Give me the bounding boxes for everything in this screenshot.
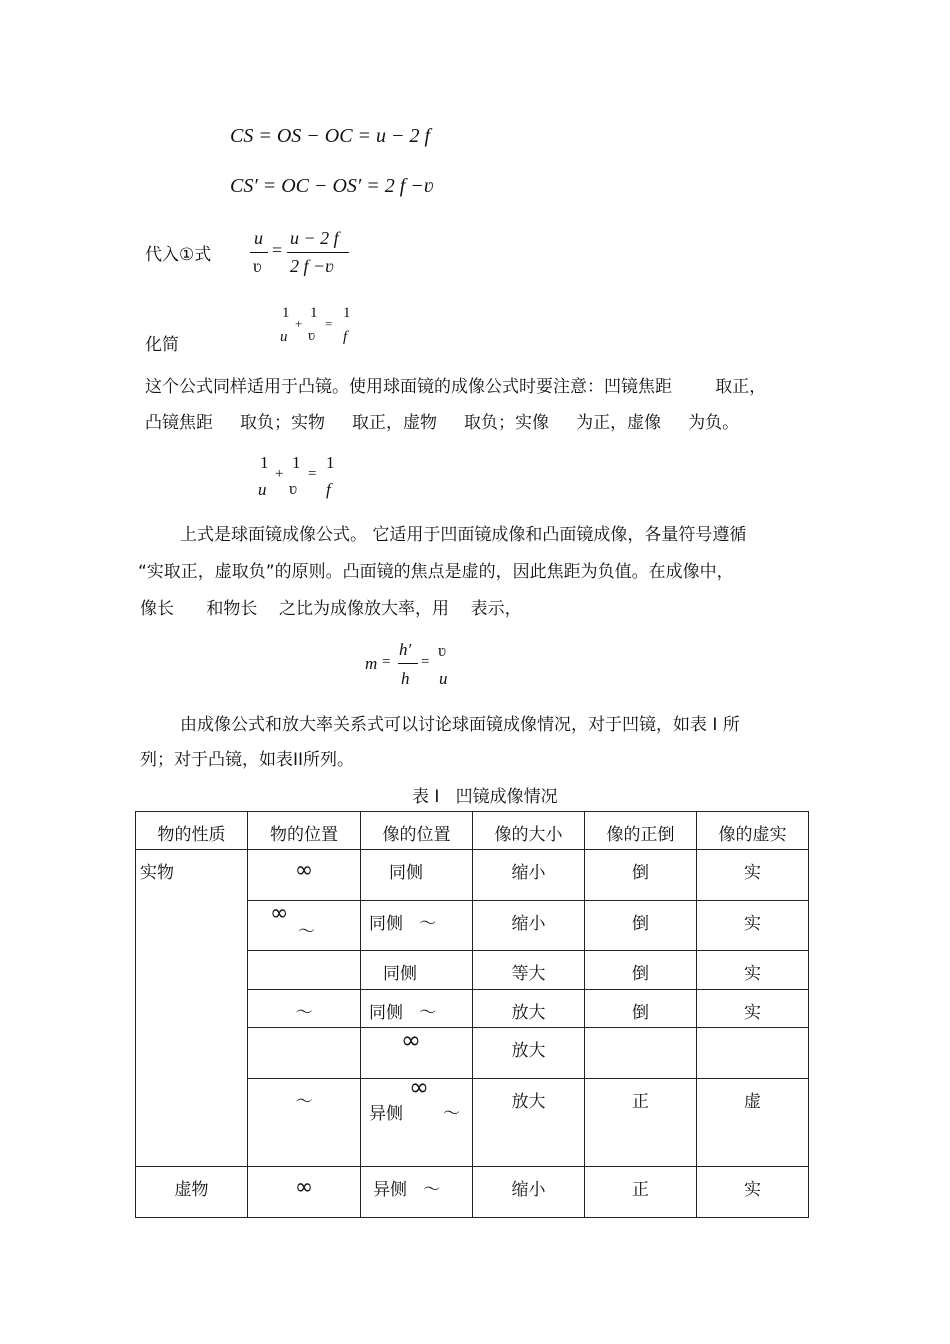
para2-line2: “实取正，虚取负”的原则。凸面镜的焦点是虚的，因此焦距为负值。在成像中， bbox=[138, 562, 734, 582]
image-position-cell: 异侧 ～ bbox=[361, 1167, 473, 1218]
image-position-cell: 同侧 ～ bbox=[361, 901, 473, 951]
image-size-cell: 缩小 bbox=[473, 901, 585, 951]
image-nature-cell: 实 bbox=[697, 901, 809, 951]
infinity-symbol: ∞ bbox=[270, 901, 289, 926]
table-title: 表 I 凹镜成像情况 bbox=[412, 787, 558, 807]
frac-den-v: ʋ bbox=[253, 256, 262, 276]
frac-num-u: u bbox=[254, 228, 263, 248]
header-cell: 物的性质 bbox=[136, 812, 248, 850]
image-nature-cell bbox=[697, 1028, 809, 1079]
object-position-cell: ～ bbox=[248, 1079, 361, 1167]
header-cell: 像的位置 bbox=[361, 812, 473, 850]
mirror-formula-small: 1 u + 1 ʋ = 1 f bbox=[280, 305, 351, 345]
object-position-cell bbox=[248, 1028, 361, 1079]
para1-line1: 这个公式同样适用于凸镜。使用球面镜的成像公式时要注意：凹镜焦距 取正， bbox=[145, 377, 767, 397]
fraction-equation bbox=[250, 225, 360, 285]
object-position-cell: ～ bbox=[248, 990, 361, 1028]
image-size-cell: 缩小 bbox=[473, 850, 585, 901]
infinity-symbol: ∞ bbox=[294, 1175, 314, 1200]
table-header-row bbox=[136, 812, 809, 850]
table-row bbox=[136, 1167, 809, 1218]
simplify-label: 化简 bbox=[145, 335, 179, 355]
image-nature-cell: 实 bbox=[697, 850, 809, 901]
image-size-cell: 放大 bbox=[473, 1028, 585, 1079]
image-orientation-cell: 倒 bbox=[585, 951, 697, 990]
concave-mirror-table bbox=[135, 811, 809, 1218]
image-size-cell: 等大 bbox=[473, 951, 585, 990]
image-orientation-cell bbox=[585, 1028, 697, 1079]
image-nature-cell: 实 bbox=[697, 1167, 809, 1218]
equals-sign: = bbox=[272, 240, 283, 260]
object-position-cell bbox=[248, 1167, 361, 1218]
image-position-cell: 同侧 ～ bbox=[361, 990, 473, 1028]
real-object-cell: 实物 bbox=[136, 850, 248, 1167]
substitute-label: 代入①式 bbox=[145, 245, 212, 265]
image-size-cell: 放大 bbox=[473, 990, 585, 1028]
table-row bbox=[136, 850, 809, 901]
image-nature-cell: 虚 bbox=[697, 1079, 809, 1167]
magnification-formula: m = h′ h = ʋ u bbox=[365, 640, 448, 688]
virtual-object-cell: 虚物 bbox=[136, 1167, 248, 1218]
mirror-formula: 1 u + 1 ʋ = 1 f bbox=[258, 453, 335, 499]
para3-line2: 列；对于凸镜，如表II所列。 bbox=[140, 750, 355, 770]
para1-line2: 凸镜焦距 取负；实物 取正，虚物 取负；实像 为正，虚像 为负。 bbox=[145, 413, 740, 433]
image-nature-cell: 实 bbox=[697, 990, 809, 1028]
tilde-symbol: ～ bbox=[443, 1104, 460, 1124]
image-position-cell bbox=[361, 1028, 473, 1079]
infinity-symbol: ∞ bbox=[409, 1073, 429, 1101]
image-orientation-cell: 倒 bbox=[585, 990, 697, 1028]
frac-num-u-2f: u − 2 f bbox=[290, 228, 339, 248]
object-position-cell bbox=[248, 901, 361, 951]
image-orientation-cell: 倒 bbox=[585, 850, 697, 901]
infinity-symbol: ∞ bbox=[294, 858, 314, 883]
header-cell: 像的大小 bbox=[473, 812, 585, 850]
image-position-cell: 同侧 bbox=[361, 951, 473, 990]
image-position-cell: 同侧 bbox=[361, 850, 473, 901]
image-orientation-cell: 正 bbox=[585, 1079, 697, 1167]
header-cell: 物的位置 bbox=[248, 812, 361, 850]
header-cell: 像的虚实 bbox=[697, 812, 809, 850]
image-size-cell: 放大 bbox=[473, 1079, 585, 1167]
frac-den-2f-v: 2 f −ʋ bbox=[290, 256, 334, 276]
equation-cs-prime: CS′ = OC − OS′ = 2 f −ʋ bbox=[230, 175, 434, 197]
object-position-cell bbox=[248, 951, 361, 990]
para3-line1: 由成像公式和放大率关系式可以讨论球面镜成像情况，对于凹镜，如表 I 所 bbox=[180, 715, 740, 735]
image-size-cell: 缩小 bbox=[473, 1167, 585, 1218]
para2-line3: 像长 和物长 之比为成像放大率，用 表示， bbox=[140, 599, 522, 619]
object-position-cell bbox=[248, 850, 361, 901]
header-cell: 像的正倒 bbox=[585, 812, 697, 850]
image-orientation-cell: 正 bbox=[585, 1167, 697, 1218]
tilde-symbol: ～ bbox=[298, 922, 315, 942]
image-orientation-cell: 倒 bbox=[585, 901, 697, 951]
image-position-cell: ∞ 异侧 ～ bbox=[361, 1079, 473, 1167]
image-nature-cell: 实 bbox=[697, 951, 809, 990]
equation-cs: CS = OS − OC = u − 2 f bbox=[230, 125, 431, 147]
infinity-symbol: ∞ bbox=[401, 1026, 421, 1054]
para2-line1: 上式是球面镜成像公式。 它适用于凹面镜成像和凸面镜成像，各量符号遵循 bbox=[180, 525, 747, 545]
